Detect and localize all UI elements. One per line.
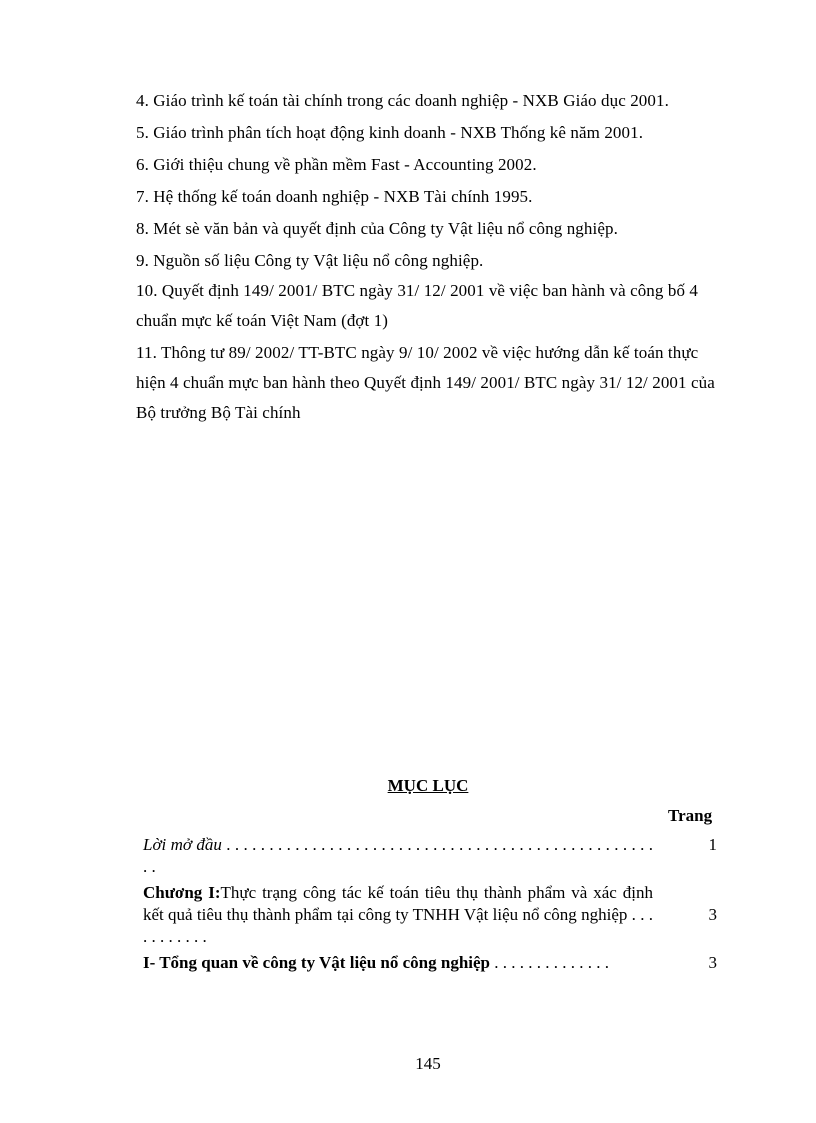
toc-page-header: Trang — [668, 806, 713, 825]
toc-entry-page: 3 — [708, 953, 717, 972]
toc-entry-page: 3 — [708, 905, 717, 924]
reference-item: 6. Giới thiệu chung về phần mềm Fast - Accounting 2002. — [136, 155, 537, 174]
reference-item: 4. Giáo trình kế toán tài chính trong các doanh nghiệp - NXB Giáo dục 2001. — [136, 91, 669, 110]
toc-entry-text — [143, 834, 653, 878]
toc-title: MỤC LỤC — [387, 776, 469, 795]
references-list — [136, 86, 716, 430]
toc-entry-leader: . . . . . . . . . . . . . . — [490, 953, 609, 972]
reference-item: 10. Quyết định 149/ 2001/ BTC ngày 31/ 12/ 2001 về việc ban hành và công bố 4 chuẩn mực kế toán Việt Nam (đợt 1) — [136, 281, 699, 330]
toc-entry-lead: Chương I: — [143, 883, 221, 902]
reference-item: 11. Thông tư 89/ 2002/ TT-BTC ngày 9/ 10/ 2002 về việc hướng dẫn kế toán thực hiện 4 chuẩn mực ban hành theo Quyết định 149/ 2001/ BTC ngày 31/ 12/ 2001 của Bộ trưởng Bộ Tài chính — [136, 343, 715, 422]
reference-item: 7. Hệ thống kế toán doanh nghiệp - NXB Tài chính 1995. — [136, 187, 533, 206]
toc-entry-page: 1 — [708, 835, 717, 854]
toc-entry-lead: I- Tổng quan về công ty Vật liệu nổ công nghiệp — [143, 953, 490, 972]
toc-entry-lead: Lời mở đầu — [143, 835, 222, 854]
toc-entry-body: Thực trạng công tác kế toán tiêu thụ thành phẩm và xác định kết quả tiêu thụ thành phẩm tại công ty TNHH Vật liệu nổ công nghiệp . . . . . . . . . . . — [143, 883, 654, 946]
reference-item: 8. Mét sè văn bản và quyết định của Công ty Vật liệu nổ công nghiệp. — [136, 219, 618, 238]
toc-entry-text — [143, 952, 653, 974]
table-of-contents — [143, 834, 733, 978]
reference-item: 5. Giáo trình phân tích hoạt động kinh doanh - NXB Thống kê năm 2001. — [136, 123, 644, 142]
toc-entry-section-1[interactable] — [143, 952, 733, 974]
toc-entry-intro[interactable] — [143, 834, 733, 878]
reference-item: 9. Nguồn số liệu Công ty Vật liệu nổ công nghiệp. — [136, 251, 484, 270]
toc-entry-text — [143, 882, 653, 948]
page-number: 145 — [415, 1054, 441, 1073]
toc-entry-chapter-1[interactable] — [143, 882, 733, 948]
toc-entry-leader: . . . . . . . . . . . . . . . . . . . . . . . . . . . . . . . . . . . . . . . . . . . . . . . . . . . . — [143, 835, 654, 876]
